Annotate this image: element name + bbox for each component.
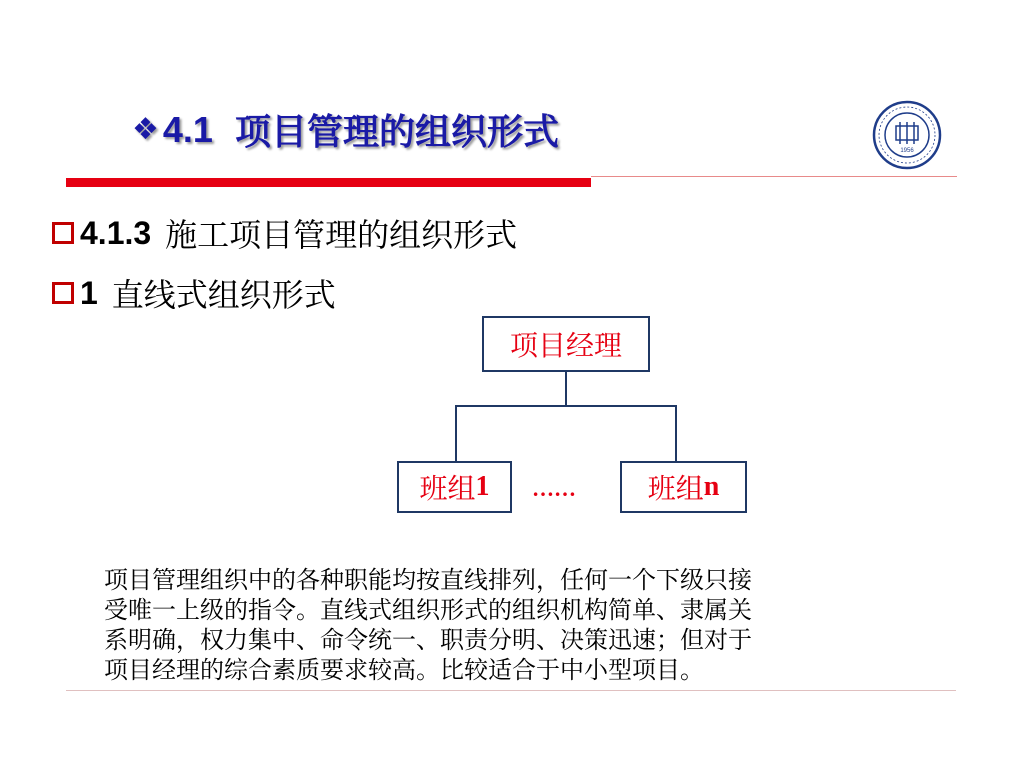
diamond-bullet-icon: ❖: [132, 112, 159, 147]
description-paragraph: [104, 565, 964, 685]
square-bullet-icon: [52, 222, 74, 244]
description-line: 项目管理组织中的各种职能均按直线排列，任何一个下级只接: [104, 566, 752, 594]
bullet-text: 直线式组织形式: [111, 276, 336, 314]
seal-year: 1956: [900, 148, 914, 154]
slide-title: [132, 104, 559, 155]
title-underline-red: [66, 178, 591, 187]
section-number: 4.1: [162, 108, 213, 150]
team-label: 班组: [647, 472, 704, 505]
org-ellipsis: ……: [532, 476, 576, 501]
description-line: 系明确，权力集中、命令统一、职责分明、决策迅速；但对于: [104, 626, 752, 654]
connector-line: [455, 405, 457, 461]
team-index: n: [703, 471, 720, 502]
bullet-label: 4.1.3: [80, 214, 152, 251]
org-node-team-n: [620, 461, 747, 513]
description-line: 受唯一上级的指令。直线式组织形式的组织机构简单、隶属关: [104, 596, 752, 624]
connector-line: [675, 405, 677, 461]
title-text: 项目管理的组织形式: [234, 112, 559, 153]
bullet-text: 施工项目管理的组织形式: [165, 216, 518, 254]
team-index: 1: [475, 471, 490, 502]
square-bullet-icon: [52, 282, 74, 304]
title-underline-thin: [591, 176, 957, 177]
footer-divider: [66, 690, 956, 691]
org-node-project-manager: 项目经理: [482, 316, 650, 372]
connector-line: [455, 405, 677, 407]
bullet-item: [52, 210, 517, 256]
org-node-team-1: [397, 461, 512, 513]
bullet-item: [52, 270, 336, 316]
description-line: 项目经理的综合素质要求较高。比较适合于中小型项目。: [104, 656, 704, 684]
team-label: 班组: [419, 472, 476, 505]
connector-line: [565, 372, 567, 406]
university-seal-icon: [872, 100, 942, 170]
bullet-label: 1: [80, 274, 98, 311]
